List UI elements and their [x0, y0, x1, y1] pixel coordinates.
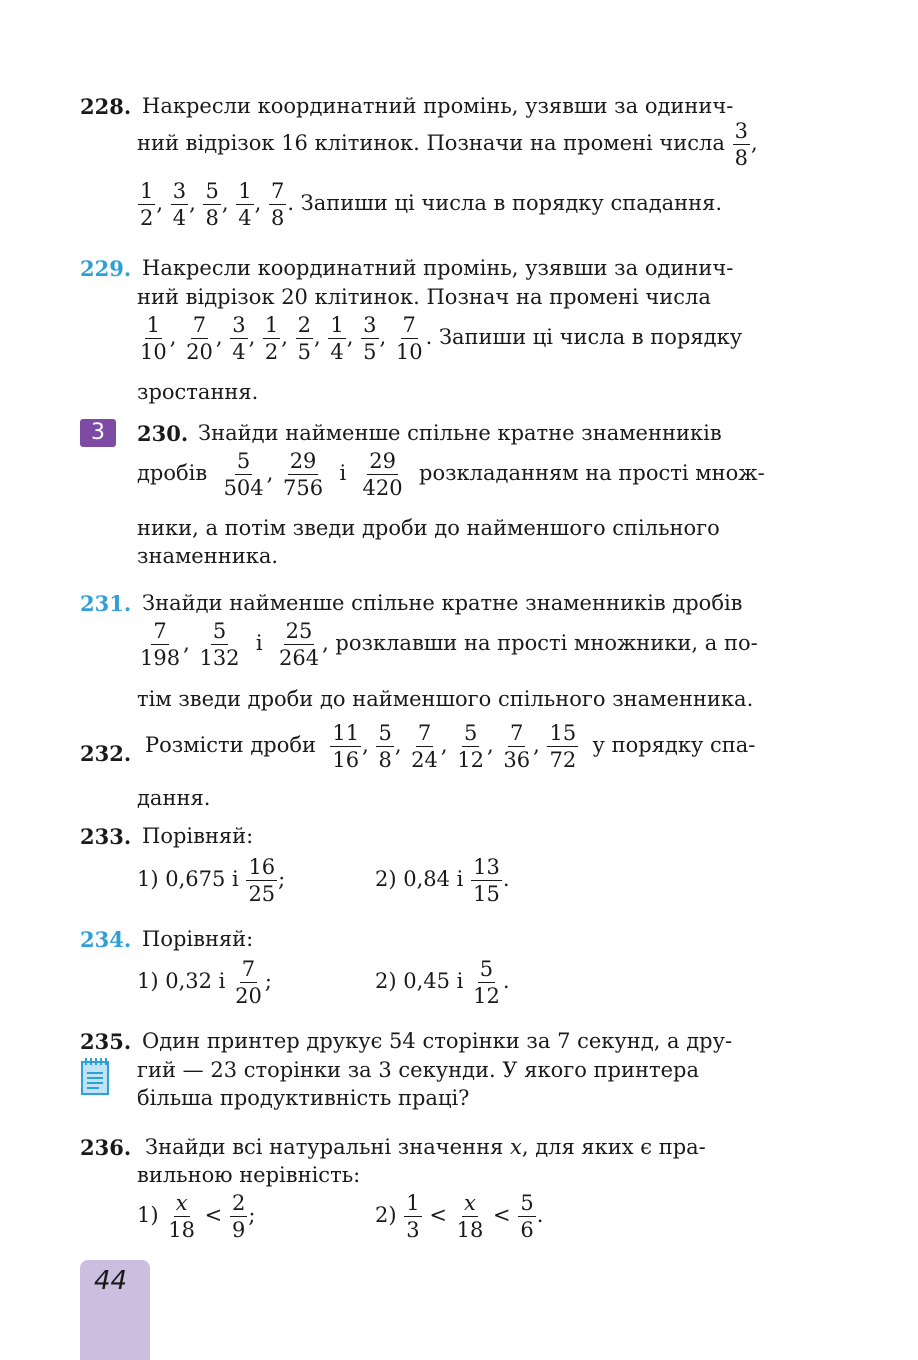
problem-234-part1: 1) 0,32 і $\frac{7}{20}$ ; — [137, 957, 272, 1009]
problem-233-title: Порівняй: — [142, 824, 254, 848]
problem-228-line3: $\frac{1}{2}$ , $\frac{3}{4}$ , $\frac{5}{8}$ , $\frac{1}{4}$ , $\frac{7}{8}$ . Запиши ці числа в порядку спадання. — [140, 179, 723, 231]
fraction: $\frac{2}{9}$ — [231, 1191, 246, 1243]
problem-230-line2: дробів $\frac{5}{504}$ , $\frac{29}{756}$ і $\frac{29}{420}$ розкладанням на прості множ- — [137, 449, 765, 501]
problem-number-232: 232. — [80, 741, 132, 766]
problem-231-line2: $\frac{7}{198}$ , $\frac{5}{132}$ і $\frac{25}{264}$ , розклавши на прості множники, а по- — [140, 619, 758, 671]
fraction: $\frac{5}{12}$ — [457, 721, 484, 773]
fraction: $\frac{1}{4}$ — [238, 179, 252, 231]
fraction: $\frac{13}{15}$ — [473, 855, 500, 907]
notepad-icon — [80, 1056, 110, 1096]
problem-229-line1: Накресли координатний промінь, узявши за одинич- — [142, 256, 734, 280]
problem-229-line2: ний відрізок 20 клітинок. Познач на промені числа — [137, 285, 711, 309]
fraction: $\frac{5}{6}$ — [520, 1191, 534, 1243]
problem-230-line3: ники, а потім зведи дроби до найменшого спільного — [137, 516, 720, 540]
problem-228-line2: ний відрізок 16 клітинок. Позначи на промені числа $\frac{3}{8}$ , — [137, 119, 758, 171]
problem-231-line1: Знайди найменше спільне кратне знаменників дробів — [142, 591, 743, 615]
problem-234-title: Порівняй: — [142, 927, 254, 951]
fraction: $\frac{7}{198}$ — [140, 619, 181, 671]
fraction: $\frac{5}{504}$ — [223, 449, 264, 501]
fraction: $\frac{5}{8}$ — [378, 721, 392, 773]
problem-230-line1: Знайди найменше спільне кратне знаменників — [198, 421, 722, 445]
problem-number-228: 228. — [80, 94, 132, 119]
problem-number-230: 230. — [137, 421, 189, 446]
problem-number-233: 233. — [80, 824, 132, 849]
fraction: $\frac{25}{264}$ — [278, 619, 320, 671]
problem-236-line1: Знайди всі натуральні значення x, для яких є пра- — [145, 1135, 706, 1159]
problem-236-part1: 1) $\frac{x}{18}$ < $\frac{2}{9}$ ; — [137, 1191, 256, 1243]
problem-231-line3: тім зведи дроби до найменшого спільного знаменника. — [137, 687, 754, 711]
problem-229-line4: зростання. — [137, 380, 259, 404]
fraction: $\frac{29}{756}$ — [283, 449, 324, 501]
fraction: $\frac{3}{5}$ — [363, 313, 377, 365]
fraction: $\frac{7}{20}$ — [186, 313, 213, 365]
problem-number-229: 229. — [80, 256, 132, 281]
fraction: $\frac{3}{4}$ — [172, 179, 187, 231]
problem-233-part2: 2) 0,84 і $\frac{13}{15}$ . — [375, 855, 510, 907]
fraction: $\frac{29}{420}$ — [362, 449, 403, 501]
page-number: 44 — [94, 1266, 128, 1296]
fraction: $\frac{3}{8}$ — [734, 119, 748, 171]
problem-number-234: 234. — [80, 927, 132, 952]
problem-number-236: 236. — [80, 1135, 132, 1160]
fraction: $\frac{1}{3}$ — [406, 1191, 420, 1243]
fraction: $\frac{11}{16}$ — [332, 721, 360, 773]
fraction: $\frac{1}{10}$ — [140, 313, 167, 365]
fraction: $\frac{7}{36}$ — [503, 721, 531, 773]
fraction: $\frac{x}{18}$ — [168, 1191, 195, 1243]
problem-235-line2: гий — 23 сторінки за 3 секунди. У якого принтера — [137, 1058, 699, 1082]
fraction: $\frac{7}{10}$ — [395, 313, 423, 365]
problem-232-line2: дання. — [137, 786, 211, 810]
problem-232-line1: Розмісти дроби $\frac{11}{16}$ , $\frac{5}{8}$ , $\frac{7}{24}$ , $\frac{5}{12}$ , $\frac{7}{36}$ , $\frac{15}{72}$ у порядку спа- — [145, 721, 756, 773]
fraction: $\frac{1}{2}$ — [140, 179, 154, 231]
problem-235-line1: Один принтер друкує 54 сторінки за 7 секунд, а дру- — [142, 1029, 733, 1053]
problem-236-line2: вильною нерівність: — [137, 1163, 361, 1187]
problem-233-part1: 1) 0,675 і $\frac{16}{25}$ ; — [137, 855, 286, 907]
fraction: $\frac{16}{25}$ — [248, 855, 276, 907]
fraction: $\frac{5}{8}$ — [205, 179, 219, 231]
fraction: $\frac{7}{8}$ — [270, 179, 285, 231]
difficulty-level-3-icon: 3 — [80, 419, 116, 447]
fraction: $\frac{5}{12}$ — [473, 957, 500, 1009]
fraction: $\frac{1}{2}$ — [264, 313, 279, 365]
problem-229-line3: $\frac{1}{10}$ , $\frac{7}{20}$ , $\frac{3}{4}$ , $\frac{1}{2}$ , $\frac{2}{5}$ , $\frac{1}{4}$ , $\frac{3}{5}$ , $\frac{7}{10}$ . Запиши ці числа в порядку — [140, 313, 743, 365]
fraction: $\frac{2}{5}$ — [297, 313, 312, 365]
fraction: $\frac{5}{132}$ — [199, 619, 240, 671]
fraction: $\frac{3}{4}$ — [232, 313, 246, 365]
problem-235-line3: більша продуктивність праці? — [137, 1086, 470, 1110]
problem-230-line4: знаменника. — [137, 544, 279, 568]
fraction: $\frac{7}{20}$ — [235, 957, 262, 1009]
problem-number-231: 231. — [80, 591, 132, 616]
problem-228-line1: Накресли координатний промінь, узявши за одинич- — [142, 94, 734, 118]
problem-number-235: 235. — [80, 1029, 132, 1054]
fraction: $\frac{15}{72}$ — [549, 721, 577, 773]
problem-234-part2: 2) 0,45 і $\frac{5}{12}$ . — [375, 957, 510, 1009]
problem-236-part2: 2) $\frac{1}{3}$ < $\frac{x}{18}$ < $\frac{5}{6}$ . — [375, 1191, 544, 1243]
fraction: $\frac{x}{18}$ — [456, 1191, 484, 1243]
fraction: $\frac{7}{24}$ — [411, 721, 438, 773]
fraction: $\frac{1}{4}$ — [330, 313, 344, 365]
